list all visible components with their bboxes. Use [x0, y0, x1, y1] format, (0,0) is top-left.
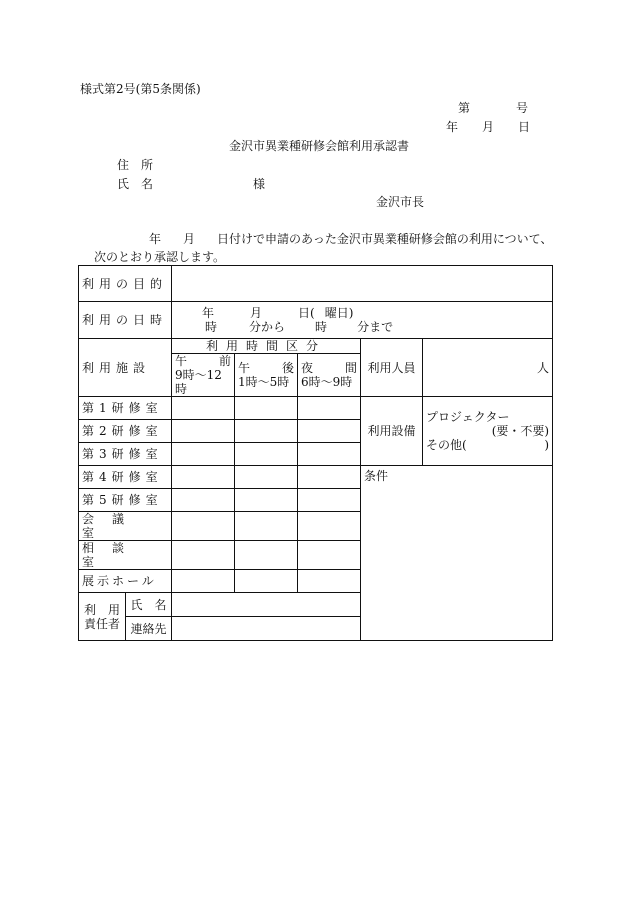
meeting-room-afternoon[interactable] — [235, 512, 298, 541]
purpose-field[interactable] — [172, 266, 553, 302]
equipment-other-close: ) — [544, 438, 550, 452]
room-3-afternoon[interactable] — [235, 443, 298, 466]
conditions-label: 条件 — [364, 469, 389, 483]
datetime-year: 年 — [202, 306, 215, 320]
slot-evening — [298, 354, 361, 397]
meeting-room-morning[interactable] — [172, 512, 235, 541]
start-hour: 時 — [205, 320, 218, 334]
end-hour: 時 — [315, 320, 328, 334]
people-count-field[interactable] — [423, 339, 553, 397]
issuer: 金沢市長 — [376, 195, 425, 209]
equipment-other — [426, 438, 549, 452]
intro-rest: 日付けで申請のあった金沢市異業種研修会館の利用について、 — [217, 232, 553, 246]
responsible-contact-label: 連絡先 — [126, 617, 172, 641]
room-5-label: 第5研修室 — [79, 489, 172, 512]
datetime-label: 利用の日時 — [79, 302, 172, 339]
room-1-afternoon[interactable] — [235, 397, 298, 420]
slot-morning-range: 9時～12時 — [175, 368, 222, 396]
consultation-room-evening[interactable] — [298, 541, 361, 570]
slot-morning-a: 午 — [175, 354, 188, 368]
number-prefix: 第 — [458, 101, 471, 115]
room-2-label: 第2研修室 — [79, 420, 172, 443]
equipment-other-open: その他( — [426, 438, 467, 452]
slot-afternoon-b: 後 — [282, 361, 295, 375]
recipient-name-label: 氏 名 — [117, 177, 154, 191]
conditions-field[interactable] — [361, 466, 553, 641]
equipment-field[interactable] — [423, 397, 553, 466]
room-2-evening[interactable] — [298, 420, 361, 443]
people-label: 利用人員 — [361, 339, 423, 397]
room-3-evening[interactable] — [298, 443, 361, 466]
people-unit: 人 — [537, 360, 550, 375]
start-minute: 分から — [249, 320, 286, 334]
room-2-morning[interactable] — [172, 420, 235, 443]
responsible-name-field[interactable] — [172, 593, 361, 617]
slot-afternoon-a: 午 — [238, 361, 251, 375]
recipient-name-line — [117, 175, 265, 192]
document-number — [458, 99, 528, 116]
consultation-room-label: 相談室 — [79, 541, 172, 570]
intro-year: 年 — [149, 232, 162, 246]
room-4-label: 第4研修室 — [79, 466, 172, 489]
consultation-room-afternoon[interactable] — [235, 541, 298, 570]
room-1-label: 第1研修室 — [79, 397, 172, 420]
issue-year: 年 — [446, 120, 459, 134]
responsible-name-label: 氏 名 — [126, 593, 172, 617]
datetime-date-line — [202, 306, 549, 320]
intro-month: 月 — [183, 232, 196, 246]
issue-day: 日 — [518, 120, 531, 134]
document-title: 金沢市異業種研修会館利用承認書 — [229, 139, 410, 153]
responsible-contact-field[interactable] — [172, 617, 361, 641]
slot-morning-b: 前 — [219, 354, 232, 368]
exhibition-hall-afternoon[interactable] — [235, 570, 298, 593]
exhibition-hall-label: 展示ホール — [79, 570, 172, 593]
slot-afternoon — [235, 354, 298, 397]
responsible-label-line2: 責任者 — [83, 616, 120, 631]
exhibition-hall-evening[interactable] — [298, 570, 361, 593]
form-number: 様式第2号(第5条関係) — [80, 82, 201, 96]
room-4-afternoon[interactable] — [235, 466, 298, 489]
room-4-evening[interactable] — [298, 466, 361, 489]
time-division-label: 利用時間区分 — [172, 339, 361, 354]
issue-date — [446, 118, 530, 135]
slot-evening-range: 6時～9時 — [301, 375, 353, 389]
datetime-day: 日( — [298, 306, 315, 320]
number-suffix: 号 — [516, 101, 529, 115]
issue-month: 月 — [482, 120, 495, 134]
intro-line-2: 次のとおり承認します。 — [94, 250, 226, 264]
facility-label: 利用施設 — [79, 339, 172, 397]
address-label: 住 所 — [117, 158, 154, 172]
room-5-afternoon[interactable] — [235, 489, 298, 512]
room-1-morning[interactable] — [172, 397, 235, 420]
equipment-projector: プロジェクター — [426, 410, 510, 424]
exhibition-hall-morning[interactable] — [172, 570, 235, 593]
room-2-afternoon[interactable] — [235, 420, 298, 443]
slot-afternoon-range: 1時～5時 — [238, 375, 290, 389]
equipment-label: 利用設備 — [361, 397, 423, 466]
slot-morning — [172, 354, 235, 397]
slot-evening-b: 間 — [345, 361, 358, 375]
room-4-morning[interactable] — [172, 466, 235, 489]
responsible-label-line1: 利 用 — [83, 602, 120, 617]
responsible-label — [79, 593, 126, 641]
equipment-projector-need: (要・不要) — [491, 424, 550, 438]
purpose-label: 利用の目的 — [79, 266, 172, 302]
honorific: 様 — [253, 177, 266, 191]
room-3-label: 第3研修室 — [79, 443, 172, 466]
consultation-room-morning[interactable] — [172, 541, 235, 570]
datetime-month: 月 — [250, 306, 263, 320]
approval-table — [78, 265, 553, 641]
end-minute: 分まで — [357, 320, 394, 334]
room-1-evening[interactable] — [298, 397, 361, 420]
slot-evening-a: 夜 — [301, 361, 314, 375]
room-5-morning[interactable] — [172, 489, 235, 512]
room-5-evening[interactable] — [298, 489, 361, 512]
meeting-room-label: 会議室 — [79, 512, 172, 541]
datetime-time-line — [202, 320, 549, 334]
intro-line-1 — [149, 230, 552, 247]
datetime-weekday: 曜日) — [324, 306, 354, 320]
room-3-morning[interactable] — [172, 443, 235, 466]
meeting-room-evening[interactable] — [298, 512, 361, 541]
datetime-field[interactable] — [172, 302, 553, 339]
